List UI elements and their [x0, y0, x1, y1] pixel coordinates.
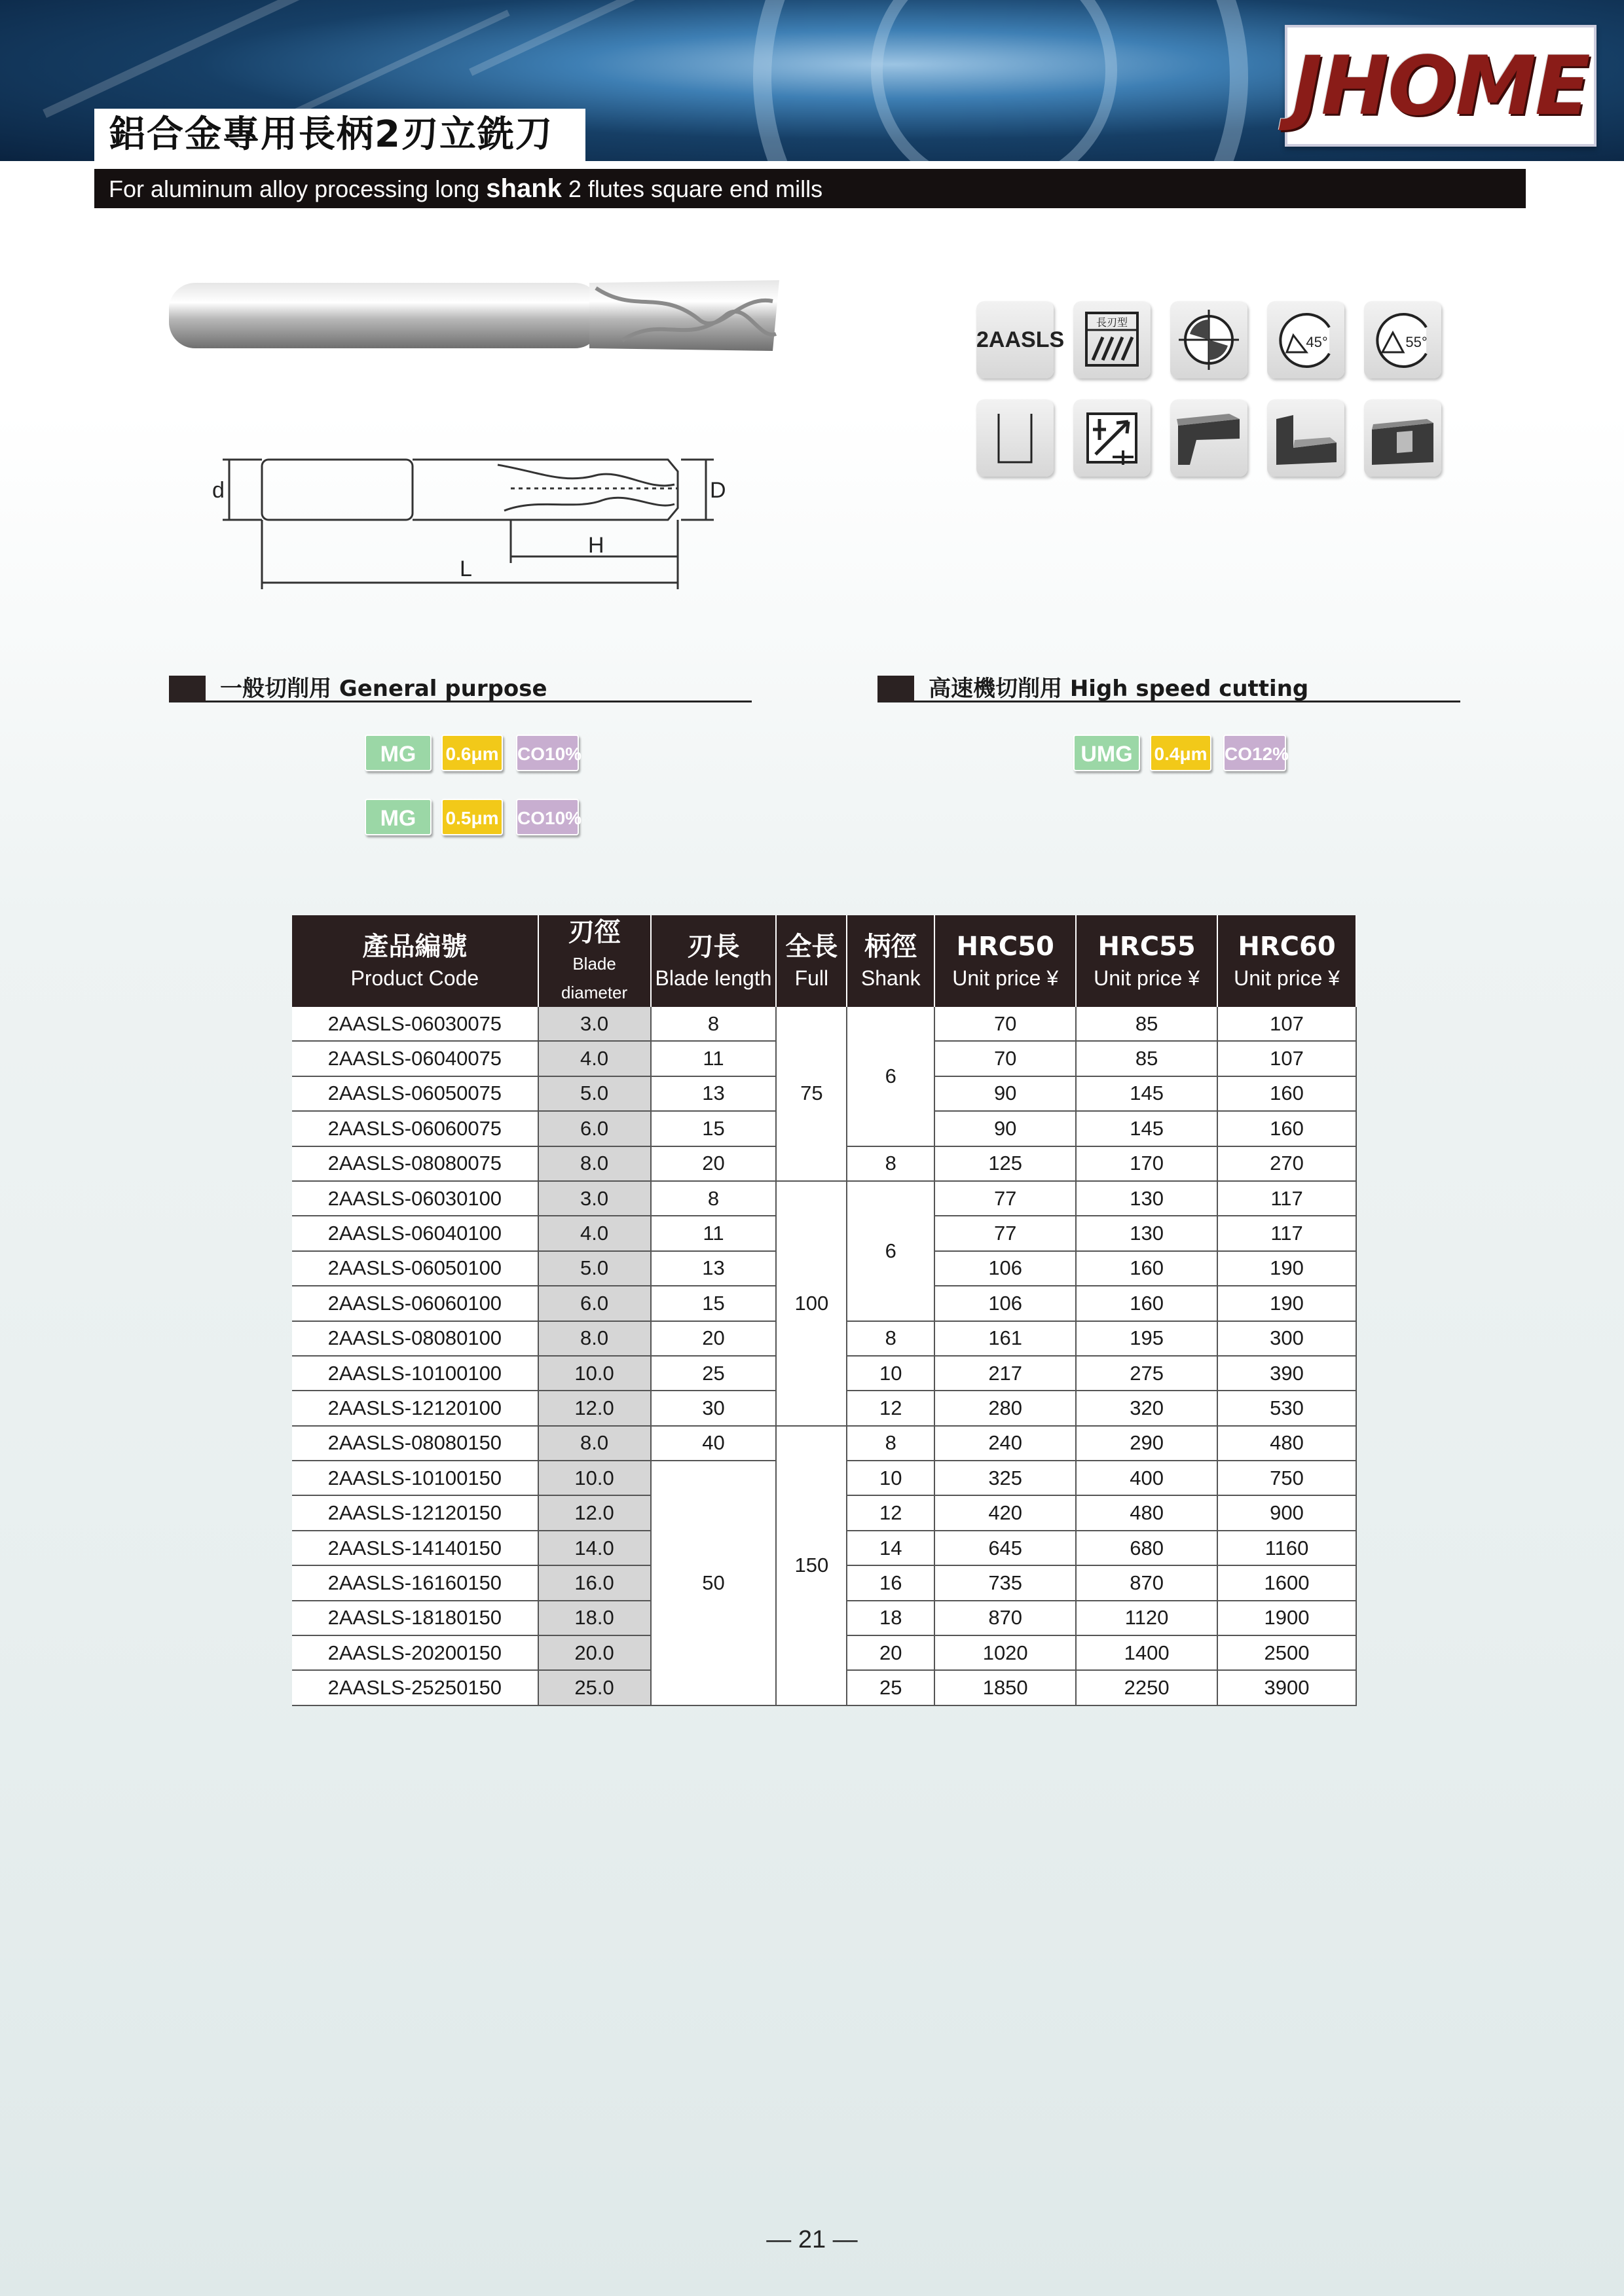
cell-product-code: 2AASLS-16160150 [292, 1565, 538, 1600]
cell-product-code: 2AASLS-12120100 [292, 1391, 538, 1425]
cell-shank: 16 [847, 1565, 934, 1600]
header-en: Unit price ¥ [952, 966, 1059, 990]
cell-price-hrc55: 1120 [1076, 1601, 1217, 1635]
header-en: Blade length [655, 966, 772, 990]
pocket-milling-icon [1364, 399, 1441, 477]
cell-product-code: 2AASLS-06040075 [292, 1041, 538, 1076]
label-D: D [710, 478, 726, 503]
cell-blade-length: 11 [651, 1041, 777, 1076]
header-en: Shank [860, 966, 921, 990]
page-title-en [94, 169, 1526, 208]
table-header-row [292, 915, 1356, 1007]
angle-55-label: 55° [1405, 334, 1428, 350]
cell-price-hrc55: 85 [1076, 1007, 1217, 1041]
cell-price-hrc55: 160 [1076, 1251, 1217, 1286]
table-row [292, 1181, 1356, 1216]
square-end-icon [976, 399, 1054, 477]
cell-price-hrc55: 320 [1076, 1391, 1217, 1425]
cell-price-hrc60: 480 [1217, 1426, 1356, 1461]
cell-price-hrc55: 680 [1076, 1531, 1217, 1565]
cell-price-hrc60: 190 [1217, 1286, 1356, 1321]
cell-blade-diameter: 4.0 [538, 1216, 651, 1250]
helix-55-icon [1364, 301, 1441, 378]
cell-blade-diameter: 5.0 [538, 1251, 651, 1286]
cell-price-hrc60: 190 [1217, 1251, 1356, 1286]
cell-price-hrc50: 280 [934, 1391, 1076, 1425]
cutting-direction-tile [1073, 399, 1151, 477]
cell-product-code: 2AASLS-06060100 [292, 1286, 538, 1321]
cell-blade-diameter: 6.0 [538, 1111, 651, 1146]
cell-shank: 12 [847, 1495, 934, 1530]
cell-shank: 10 [847, 1461, 934, 1495]
two-flute-tile [1170, 301, 1247, 378]
table-row [292, 1426, 1356, 1461]
cell-price-hrc60: 1160 [1217, 1531, 1356, 1565]
header-zh: 柄徑 [864, 932, 917, 962]
grain-size-badge: 0.5μm [441, 799, 503, 835]
cell-blade-diameter: 6.0 [538, 1286, 651, 1321]
cell-shank: 6 [847, 1181, 934, 1321]
cell-price-hrc55: 170 [1076, 1146, 1217, 1181]
cell-product-code: 2AASLS-14140150 [292, 1531, 538, 1565]
col-header-blade-diameter [538, 915, 651, 1007]
cell-price-hrc50: 70 [934, 1041, 1076, 1076]
cell-blade-diameter: 12.0 [538, 1495, 651, 1530]
cell-blade-diameter: 5.0 [538, 1076, 651, 1111]
header-en: Product Code [350, 966, 479, 990]
cell-product-code: 2AASLS-06030075 [292, 1007, 538, 1041]
cell-blade-length: 8 [651, 1007, 777, 1041]
col-header-blade-length [651, 915, 777, 1007]
cell-product-code: 2AASLS-20200150 [292, 1635, 538, 1670]
cell-product-code: 2AASLS-08080100 [292, 1321, 538, 1356]
cell-blade-diameter: 20.0 [538, 1635, 651, 1670]
square-end-tile [976, 399, 1054, 477]
helix-45-tile [1267, 301, 1344, 378]
cell-price-hrc55: 400 [1076, 1461, 1217, 1495]
cell-price-hrc60: 750 [1217, 1461, 1356, 1495]
cell-price-hrc60: 117 [1217, 1216, 1356, 1250]
cell-price-hrc55: 145 [1076, 1111, 1217, 1146]
cell-price-hrc60: 390 [1217, 1356, 1356, 1391]
high-speed-section [877, 670, 1460, 702]
series-code-tile [976, 301, 1065, 378]
cell-price-hrc60: 107 [1217, 1007, 1356, 1041]
cell-product-code: 2AASLS-18180150 [292, 1601, 538, 1635]
cell-product-code: 2AASLS-12120150 [292, 1495, 538, 1530]
cell-blade-length: 40 [651, 1426, 777, 1461]
cell-price-hrc55: 480 [1076, 1495, 1217, 1530]
cobalt-badge: CO10% [516, 799, 579, 835]
cell-blade-diameter: 18.0 [538, 1601, 651, 1635]
cell-price-hrc50: 1850 [934, 1670, 1076, 1705]
cell-blade-diameter: 12.0 [538, 1391, 651, 1425]
cell-blade-length: 11 [651, 1216, 777, 1250]
slotting-icon [1170, 399, 1247, 477]
series-code: 2AASLS [976, 327, 1065, 352]
long-blade-label: 長刃型 [1096, 316, 1128, 329]
page-title-zh: 鋁合金專用長柄2刃立銑刀 [94, 109, 585, 161]
cell-price-hrc60: 160 [1217, 1076, 1356, 1111]
cell-blade-length: 30 [651, 1391, 777, 1425]
angle-45-label: 45° [1306, 334, 1328, 350]
cell-price-hrc60: 1600 [1217, 1565, 1356, 1600]
label-d: d [212, 478, 225, 503]
cell-shank: 14 [847, 1531, 934, 1565]
cell-price-hrc50: 645 [934, 1531, 1076, 1565]
col-header-shank [847, 915, 934, 1007]
cell-price-hrc50: 161 [934, 1321, 1076, 1356]
cell-price-hrc50: 870 [934, 1601, 1076, 1635]
brand-logo-text: JHOME [1292, 39, 1589, 134]
cell-price-hrc50: 106 [934, 1286, 1076, 1321]
grade-badge: UMG [1073, 735, 1140, 771]
cell-price-hrc60: 270 [1217, 1146, 1356, 1181]
cell-price-hrc50: 217 [934, 1356, 1076, 1391]
cell-price-hrc55: 870 [1076, 1565, 1217, 1600]
general-purpose-section [169, 670, 752, 702]
title-en-part: 2 flutes square end mills [561, 175, 823, 202]
cell-price-hrc50: 240 [934, 1426, 1076, 1461]
header-zh: HRC55 [1098, 932, 1196, 962]
two-flute-icon [1170, 301, 1247, 378]
side-milling-tile [1267, 399, 1344, 477]
cell-product-code: 2AASLS-06050100 [292, 1251, 538, 1286]
col-header-hrc50 [934, 915, 1076, 1007]
cell-blade-length: 13 [651, 1251, 777, 1286]
pocket-milling-tile [1364, 399, 1441, 477]
cell-blade-length: 50 [651, 1461, 777, 1705]
cell-blade-diameter: 16.0 [538, 1565, 651, 1600]
cell-price-hrc55: 130 [1076, 1216, 1217, 1250]
header-zh: HRC60 [1238, 932, 1336, 962]
cell-price-hrc50: 77 [934, 1216, 1076, 1250]
cell-price-hrc55: 195 [1076, 1321, 1217, 1356]
helix-55-tile [1364, 301, 1441, 378]
cell-price-hrc50: 1020 [934, 1635, 1076, 1670]
cell-blade-length: 15 [651, 1286, 777, 1321]
side-milling-icon [1267, 399, 1344, 477]
cell-price-hrc55: 160 [1076, 1286, 1217, 1321]
cell-blade-diameter: 25.0 [538, 1670, 651, 1705]
cell-product-code: 2AASLS-25250150 [292, 1670, 538, 1705]
cell-price-hrc60: 530 [1217, 1391, 1356, 1425]
cell-price-hrc60: 107 [1217, 1041, 1356, 1076]
cell-shank: 18 [847, 1601, 934, 1635]
cell-price-hrc60: 300 [1217, 1321, 1356, 1356]
cell-shank: 20 [847, 1635, 934, 1670]
cell-product-code: 2AASLS-06040100 [292, 1216, 538, 1250]
spec-table [292, 915, 1357, 1706]
cell-price-hrc55: 275 [1076, 1356, 1217, 1391]
cell-price-hrc50: 90 [934, 1111, 1076, 1146]
label-H: H [588, 533, 604, 558]
cell-blade-length: 20 [651, 1146, 777, 1181]
cell-shank: 25 [847, 1670, 934, 1705]
cell-price-hrc60: 117 [1217, 1181, 1356, 1216]
section-marker [877, 676, 914, 702]
cell-shank: 10 [847, 1356, 934, 1391]
header-en: Full [794, 966, 829, 990]
cell-product-code: 2AASLS-10100150 [292, 1461, 538, 1495]
cell-blade-length: 13 [651, 1076, 777, 1111]
cobalt-badge: CO10% [516, 735, 579, 771]
grade-badge: MG [365, 799, 432, 835]
cell-product-code: 2AASLS-06030100 [292, 1181, 538, 1216]
cell-price-hrc50: 77 [934, 1181, 1076, 1216]
title-en-bold: shank [486, 174, 562, 203]
cell-full-length: 75 [776, 1007, 847, 1181]
cell-blade-diameter: 14.0 [538, 1531, 651, 1565]
grade-badge: MG [365, 735, 432, 771]
cell-shank: 8 [847, 1426, 934, 1461]
dimension-drawing [196, 445, 760, 596]
cell-price-hrc50: 90 [934, 1076, 1076, 1111]
cell-product-code: 2AASLS-08080150 [292, 1426, 538, 1461]
header-zh: 全長 [785, 932, 838, 962]
col-header-hrc55 [1076, 915, 1217, 1007]
cell-price-hrc50: 106 [934, 1251, 1076, 1286]
cell-price-hrc55: 85 [1076, 1041, 1217, 1076]
cell-shank: 12 [847, 1391, 934, 1425]
cell-price-hrc55: 145 [1076, 1076, 1217, 1111]
helix-45-icon [1267, 301, 1344, 378]
spec-table-body [292, 1007, 1356, 1705]
cell-shank: 8 [847, 1146, 934, 1181]
grain-size-badge: 0.6μm [441, 735, 503, 771]
col-header-full-length [776, 915, 847, 1007]
cell-product-code: 2AASLS-08080075 [292, 1146, 538, 1181]
section-marker [169, 676, 206, 702]
high-speed-title: 高速機切削用 High speed cutting [929, 676, 1309, 702]
cell-price-hrc60: 900 [1217, 1495, 1356, 1530]
cell-price-hrc50: 325 [934, 1461, 1076, 1495]
cell-blade-diameter: 8.0 [538, 1321, 651, 1356]
brand-logo [1285, 25, 1596, 147]
cell-blade-diameter: 8.0 [538, 1146, 651, 1181]
header-zh: 刃徑 [568, 917, 621, 947]
grain-size-badge: 0.4μm [1150, 735, 1211, 771]
col-header-product-code [292, 915, 538, 1007]
slotting-tile [1170, 399, 1247, 477]
cell-price-hrc60: 160 [1217, 1111, 1356, 1146]
cell-price-hrc55: 130 [1076, 1181, 1217, 1216]
cell-price-hrc55: 2250 [1076, 1670, 1217, 1705]
label-L: L [460, 556, 472, 581]
cutting-direction-icon [1073, 399, 1151, 477]
table-row [292, 1007, 1356, 1041]
col-header-hrc60 [1217, 915, 1356, 1007]
title-en-part: For aluminum alloy processing long [109, 175, 487, 202]
cell-blade-diameter: 3.0 [538, 1181, 651, 1216]
cell-price-hrc50: 70 [934, 1007, 1076, 1041]
cell-price-hrc60: 3900 [1217, 1670, 1356, 1705]
page-number: — 21 — [766, 2226, 858, 2253]
cell-blade-diameter: 10.0 [538, 1461, 651, 1495]
cell-blade-length: 15 [651, 1111, 777, 1146]
cell-blade-diameter: 8.0 [538, 1426, 651, 1461]
cell-product-code: 2AASLS-06060075 [292, 1111, 538, 1146]
header-en: Blade diameter [561, 954, 628, 1002]
cell-blade-length: 8 [651, 1181, 777, 1216]
cell-price-hrc50: 735 [934, 1565, 1076, 1600]
cell-blade-diameter: 4.0 [538, 1041, 651, 1076]
long-blade-icon [1073, 301, 1151, 378]
cell-full-length: 150 [776, 1426, 847, 1705]
header-en: Unit price ¥ [1234, 966, 1340, 990]
cell-price-hrc60: 2500 [1217, 1635, 1356, 1670]
end-mill-photo [164, 275, 779, 356]
cell-product-code: 2AASLS-10100100 [292, 1356, 538, 1391]
cell-shank: 8 [847, 1321, 934, 1356]
cell-blade-length: 20 [651, 1321, 777, 1356]
cell-blade-length: 25 [651, 1356, 777, 1391]
cell-price-hrc50: 125 [934, 1146, 1076, 1181]
general-purpose-title: 一般切削用 General purpose [220, 676, 547, 702]
cobalt-badge: CO12% [1223, 735, 1286, 771]
cell-price-hrc50: 420 [934, 1495, 1076, 1530]
cell-full-length: 100 [776, 1181, 847, 1426]
long-blade-tile [1073, 301, 1151, 378]
cell-price-hrc60: 1900 [1217, 1601, 1356, 1635]
header-zh: HRC50 [956, 932, 1054, 962]
cell-price-hrc55: 1400 [1076, 1635, 1217, 1670]
cell-shank: 6 [847, 1007, 934, 1146]
cell-blade-diameter: 10.0 [538, 1356, 651, 1391]
cell-blade-diameter: 3.0 [538, 1007, 651, 1041]
header-zh: 產品編號 [362, 932, 468, 962]
header-en: Unit price ¥ [1094, 966, 1200, 990]
cell-price-hrc55: 290 [1076, 1426, 1217, 1461]
header-zh: 刃長 [687, 932, 740, 962]
cell-product-code: 2AASLS-06050075 [292, 1076, 538, 1111]
